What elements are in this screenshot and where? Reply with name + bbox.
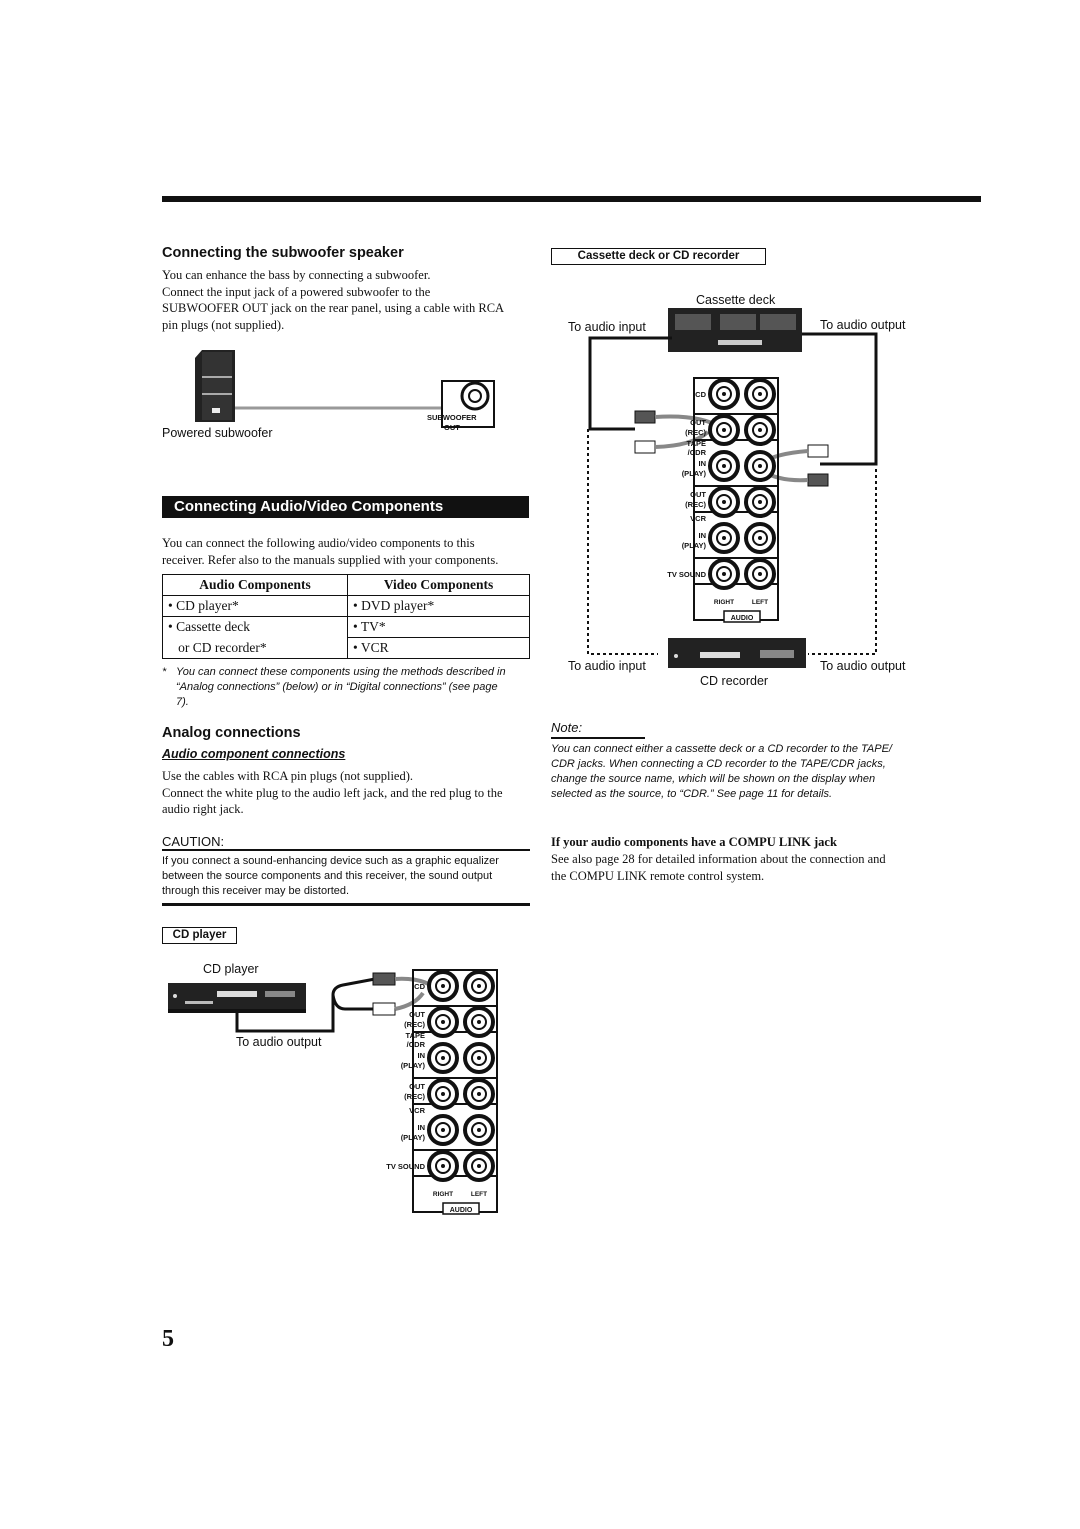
top-rule [162, 196, 981, 202]
to-audio-input-top-label: To audio input [568, 320, 646, 334]
av-intro-line: receiver. Refer also to the manuals supplied with your components. [162, 552, 499, 567]
av-intro-line: You can connect the following audio/video components to this [162, 536, 475, 550]
cd-recorder-label: CD recorder [700, 674, 769, 688]
panel-jack-label: (PLAY) [681, 541, 706, 550]
cassette-deck-label: Cassette deck [696, 293, 776, 307]
caution-line: between the source components and this receiver, the sound output [162, 870, 493, 882]
panel-jack-label: IN [698, 531, 706, 540]
rca-plug-white-icon [373, 1003, 395, 1015]
powered-subwoofer-label: Powered subwoofer [162, 426, 273, 440]
footnote-line: “Analog connections” (below) or in “Digital connections” (see page [176, 681, 498, 693]
panel-audio-label: AUDIO [449, 1207, 473, 1214]
panel-left-label: LEFT [751, 599, 769, 606]
analog-line: Connect the white plug to the audio left jack, and the red plug to the [162, 785, 503, 800]
note-line: You can connect either a cassette deck or a CD recorder to the TAPE/ [551, 743, 892, 755]
analog-text [162, 768, 534, 818]
caution-text [162, 854, 534, 899]
panel-right-label: RIGHT [713, 599, 735, 606]
caution-line: through this receiver may be distorted. [162, 885, 350, 897]
panel-jack-label: OUT [409, 1010, 425, 1019]
panel-jack-label: TV SOUND [386, 1162, 425, 1171]
rca-jack-pin [477, 1128, 481, 1132]
av-intro [162, 535, 532, 568]
note-title: Note: [551, 720, 583, 735]
panel-jack-label: VCR [409, 1106, 425, 1115]
table-header-row [163, 575, 530, 596]
rca-jack-pin [722, 572, 726, 576]
table-cell: or CD recorder* [163, 638, 348, 659]
panel-jack-label: TAPE [686, 439, 706, 448]
rca-jack-pin [441, 1020, 445, 1024]
caution-line: If you connect a sound-enhancing device such as a graphic equalizer [162, 855, 499, 867]
cd-recorder-icon [668, 638, 806, 668]
analog-line: Use the cables with RCA pin plugs (not supplied). [162, 769, 414, 783]
rca-jack-pin [758, 500, 762, 504]
rca-jack-pin [722, 392, 726, 396]
caution-rule-top [162, 849, 530, 851]
table-cell: • DVD player* [348, 596, 530, 617]
panel-jack-label: VCR [690, 514, 706, 523]
rca-jack-pin [441, 1164, 445, 1168]
rca-jack-pin [477, 1056, 481, 1060]
table-row [163, 617, 530, 638]
caution-title: CAUTION: [162, 834, 225, 849]
rca-jack-pin [722, 464, 726, 468]
rca-plug-red-icon [635, 411, 655, 423]
rca-jack-pin [722, 536, 726, 540]
panel-jack-label: /CDR [687, 448, 706, 457]
table-cell: • TV* [348, 617, 530, 638]
rca-jack-pin [758, 464, 762, 468]
subwoofer-heading: Connecting the subwoofer speaker [162, 245, 404, 261]
rca-jack-pin [722, 500, 726, 504]
panel-jack-label: CD [695, 390, 706, 399]
rca-jack-pin [758, 392, 762, 396]
rca-jack-pin [441, 984, 445, 988]
cd-connection-diagram [165, 965, 505, 1215]
panel-jack-label: TV SOUND [667, 570, 706, 579]
footnote-mark: * [162, 666, 167, 678]
panel-jack-label: IN [698, 459, 706, 468]
caution-rule-bottom [162, 903, 530, 906]
rca-jack-pin [758, 536, 762, 540]
cd-player-icon [168, 983, 306, 1013]
rca-jack-pin [477, 984, 481, 988]
analog-subheading: Audio component connections [162, 747, 346, 761]
panel-right-label: RIGHT [432, 1191, 454, 1198]
footnote-line: You can connect these components using the methods described in [176, 666, 506, 678]
compulink-heading: If your audio components have a COMPU LINK jack [551, 835, 837, 849]
rca-plug-red-icon [808, 474, 828, 486]
cd-to-audio-output-label: To audio output [236, 1035, 322, 1049]
rca-jack-pin [477, 1164, 481, 1168]
note-rule [551, 737, 645, 739]
footnote [176, 665, 536, 710]
panel-jack-label: OUT [690, 418, 706, 427]
analog-line: audio right jack. [162, 802, 244, 816]
panel-jack-label: IN [417, 1051, 425, 1060]
to-audio-output-bottom-label: To audio output [820, 659, 906, 673]
rca-plug-red-icon [373, 973, 395, 985]
subwoofer-line: pin plugs (not supplied). [162, 317, 285, 332]
section-banner: Connecting Audio/Video Components [162, 496, 529, 518]
note-text [551, 742, 931, 802]
panel-jack-label: IN [417, 1123, 425, 1132]
panel-jack-label: (REC) [685, 500, 706, 509]
subwoofer-jack-label-out: OUT [444, 423, 460, 432]
table-header: Audio Components [163, 575, 348, 596]
table-cell: • VCR [348, 638, 530, 659]
to-audio-output-top-label: To audio output [820, 318, 906, 332]
table-cell: • Cassette deck [163, 617, 348, 638]
note-line: CDR jacks. When connecting a CD recorder to the TAPE/CDR jacks, [551, 758, 886, 770]
rca-jack-pin [758, 428, 762, 432]
rca-jack-pin [441, 1056, 445, 1060]
table-row [163, 596, 530, 617]
panel-jack-label: (PLAY) [681, 469, 706, 478]
rear-panel-jacks [667, 378, 778, 622]
rca-jack-pin [441, 1128, 445, 1132]
panel-jack-label: TAPE [405, 1031, 425, 1040]
cassette-connection-diagram [580, 304, 890, 674]
subwoofer-text [162, 267, 532, 333]
compulink-line: the COMPU LINK remote control system. [551, 868, 765, 883]
table-header: Video Components [348, 575, 530, 596]
panel-jack-label: (PLAY) [400, 1061, 425, 1070]
note-line: selected as the source, to “CDR.” See page 11 for details. [551, 788, 833, 800]
subwoofer-line: SUBWOOFER OUT jack on the rear panel, using a cable with RCA [162, 301, 505, 315]
rca-jack-pin [477, 1020, 481, 1024]
panel-jack-label: CD [414, 982, 425, 991]
compulink-line: See also page 28 for detailed information about the connection and [551, 852, 886, 866]
cd-player-label: CD player [203, 962, 259, 976]
panel-jack-label: /CDR [406, 1040, 425, 1049]
components-table [162, 574, 530, 659]
subwoofer-line: You can enhance the bass by connecting a subwoofer. [162, 268, 431, 282]
subwoofer-line: Connect the input jack of a powered subwoofer to the [162, 284, 431, 299]
analog-heading: Analog connections [162, 725, 301, 741]
cassette-box-label: Cassette deck or CD recorder [551, 248, 766, 265]
cassette-deck-icon [668, 308, 802, 352]
panel-jack-label: (PLAY) [400, 1133, 425, 1142]
rca-jack-pin [758, 572, 762, 576]
panel-jack-label: OUT [690, 490, 706, 499]
page-number: 5 [162, 1326, 174, 1352]
panel-jack-label: (REC) [685, 428, 706, 437]
panel-jack-label: (REC) [404, 1092, 425, 1101]
panel-audio-label: AUDIO [730, 615, 754, 622]
note-line: change the source name, which will be shown on the display when [551, 773, 876, 785]
rca-plug-white-icon [635, 441, 655, 453]
subwoofer-jack-label: SUBWOOFER [427, 413, 477, 422]
table-cell: • CD player* [163, 596, 348, 617]
powered-subwoofer-icon [195, 350, 235, 422]
to-audio-input-bottom-label: To audio input [568, 659, 646, 673]
rca-jack-pin [477, 1092, 481, 1096]
panel-jack-label: OUT [409, 1082, 425, 1091]
footnote-line: 7). [176, 696, 189, 708]
panel-jack-label: (REC) [404, 1020, 425, 1029]
rca-plug-white-icon [808, 445, 828, 457]
table-row [163, 638, 530, 659]
compulink-text [551, 851, 931, 884]
rca-jack-pin [722, 428, 726, 432]
cd-player-box-label: CD player [162, 927, 237, 944]
rca-jack-pin [441, 1092, 445, 1096]
panel-left-label: LEFT [470, 1191, 488, 1198]
